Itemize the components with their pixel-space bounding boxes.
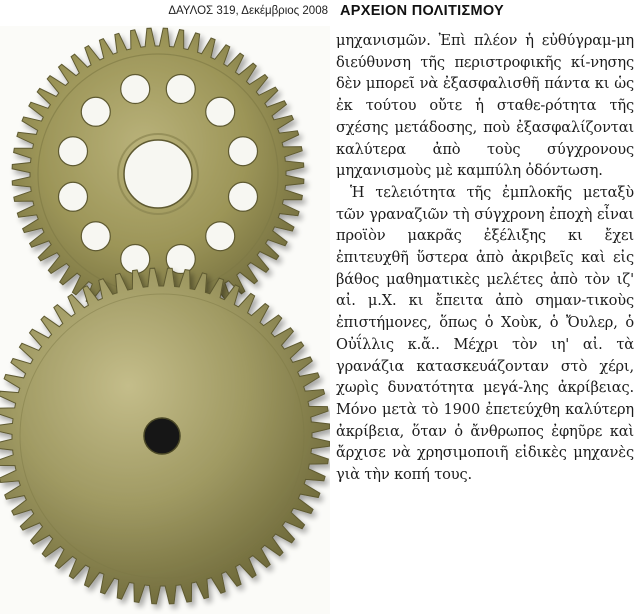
gear-hole xyxy=(229,182,258,211)
section-title: ΑΡΧΕΙΟΝ ΠΟΛΙΤΙΣΜΟΥ xyxy=(340,3,504,19)
article-text xyxy=(336,30,634,486)
two-brass-gears-icon xyxy=(0,26,330,614)
gear-hole xyxy=(58,182,87,211)
gear-hole xyxy=(121,245,150,274)
gear-hole xyxy=(206,222,235,251)
gear-hole xyxy=(81,222,110,251)
issue-info: ΔΑΥΛΟΣ 319, Δεκέμβριος 2008 xyxy=(168,5,328,17)
gear-top-hub xyxy=(124,140,192,208)
article-paragraph-2: Ἡ τελειότητα τῆς ἐμπλοκῆς μεταξὺ τῶν γραναζιῶν τὴ σύγχρονη ἐποχὴ εἶναι προϊὸν μακρᾶς ἐξέλιξης κι ἔχει ἐπιτευχθῆ ὕστερα ἀπὸ ἀκριβεῖς καὶ εἰς βάθος μαθηματικὲς μελέτες ἀπὸ τὸν ιζ' αἰ. μ.Χ. κι ἔπειτα ἀπὸ σημαν-τικοὺς ἐπιστήμονες, ὅπως ὁ Χοὺκ, ὁ Ὄυλερ, ὁ Οὐΐλλις κ.ἄ.. Μέχρι τὸν ιη' αἰ. τὰ γρανάζια κατασκευάζονταν στὸ χέρι, χωρὶς δυνατότητα μεγά-λης ἀκρίβειας. Μόνο μετὰ τὸ 1900 ἐπετεύχθη καλύτερη ἀκρίβεια, ὅταν ὁ ἄνθρωπος ἐφηῦρε καὶ ἄρχισε νὰ χρησιμοποιῆ εἰδικὲς μηχανὲς γιὰ τὴν κοπή τους. xyxy=(336,183,634,484)
gear-hole xyxy=(206,97,235,126)
gear-bottom-hub xyxy=(144,418,180,454)
article-paragraph-1: μηχανισμῶν. Ἐπὶ πλέον ἡ εὐθύγραμ-μη διεύθυνση τῆς περιστροφικῆς κί-νησης δὲν μπορεῖ νὰ ἐξασφαλισθῆ πάντα κι ὡς ἐκ τούτου οὔτε ἡ σταθε-ρότητα τῆς σχέσης μετάδοσης, ποὺ ἐξασφαλίζονται καλύτερα ἀπὸ τοὺς σύγχρονους μηχανισμοὺς μὲ καμπύλη ὀδόντωση. xyxy=(336,32,634,180)
gear-hole xyxy=(81,97,110,126)
gears-photo xyxy=(0,26,330,614)
gear-hole xyxy=(121,74,150,103)
gear-hole xyxy=(229,137,258,166)
gear-hole xyxy=(166,74,195,103)
gear-hole xyxy=(58,137,87,166)
page-header xyxy=(0,0,640,26)
